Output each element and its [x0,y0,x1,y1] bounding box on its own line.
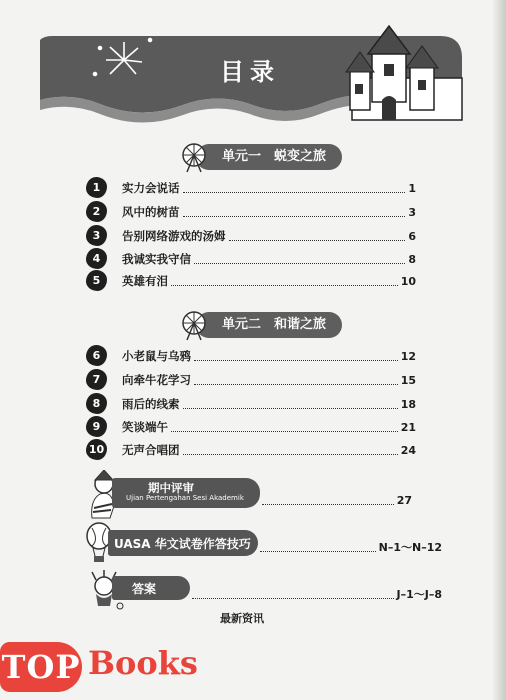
ferris-wheel-icon [178,309,210,341]
toc-row-5[interactable] [88,271,416,291]
midterm-page: 27 [396,493,412,507]
uasa-row [260,537,442,557]
logo-top: TOP [0,642,82,692]
lesson-number: 2 [86,201,107,222]
lesson-number: 9 [86,416,107,437]
toc-row-7[interactable] [88,370,416,390]
lesson-page: 3 [408,205,416,219]
topbooks-logo [0,630,200,700]
toc-row-8[interactable] [88,394,416,414]
unit-label-2: 单元二 和谐之旅 [196,312,342,338]
lesson-title: 笑谈端午 [122,420,168,434]
lesson-number: 3 [86,225,107,246]
toc-row-10[interactable] [88,440,416,460]
uasa-page: N–1～N–12 [378,541,442,554]
dot-leader [194,263,405,264]
ferris-wheel-icon [178,141,210,173]
lesson-number: 7 [86,369,107,390]
midterm-subtitle: Ujian Pertengahan Sesi Akademik [126,494,244,502]
toc-row-9[interactable] [88,417,416,437]
answers-row [192,584,442,604]
dot-leader [183,216,406,217]
toc-row-3[interactable] [88,226,416,246]
dot-leader [229,240,406,241]
unit-label-1: 单元一 蜕变之旅 [196,144,342,170]
toc-row-2[interactable] [88,202,416,222]
lesson-page: 10 [400,274,416,288]
lesson-page: 21 [400,420,416,434]
dot-leader [183,192,406,193]
page-title: 目录 [220,58,280,86]
lesson-title: 向牵牛花学习 [122,373,191,387]
midterm-row [262,490,412,510]
lesson-title: 我诚实我守信 [122,252,191,266]
lesson-number: 5 [86,270,107,291]
lesson-page: 15 [400,373,416,387]
uasa-pill[interactable] [108,530,258,556]
dot-leader [194,384,398,385]
toc-row-1[interactable] [88,178,416,198]
dot-leader [194,360,398,361]
unit-badge-2 [178,310,342,340]
lesson-number: 6 [86,345,107,366]
dot-leader [171,285,398,286]
logo-books: Books [88,644,198,682]
lesson-title: 雨后的线索 [122,397,180,411]
dot-leader [192,598,394,599]
lesson-page: 24 [400,443,416,457]
uasa-title: UASA 华文试卷作答技巧 [114,537,251,551]
lesson-title: 风中的树苗 [122,205,180,219]
lesson-title: 小老鼠与乌鸦 [122,349,191,363]
lesson-page: 6 [408,229,416,243]
lesson-page: 8 [408,252,416,266]
dot-leader [183,454,398,455]
answers-pill[interactable] [112,576,190,600]
dot-leader [171,431,398,432]
footer-text: 最新资讯 [220,612,264,625]
lesson-title: 无声合唱团 [122,443,180,457]
lesson-number: 4 [86,248,107,269]
lesson-title: 英雄有泪 [122,274,168,288]
lesson-title: 告别网络游戏的汤姆 [122,229,226,243]
dot-leader [183,408,398,409]
toc-row-6[interactable] [88,346,416,366]
midterm-pill[interactable] [112,478,260,508]
lesson-number: 1 [86,177,107,198]
lesson-number: 10 [86,439,107,460]
lesson-title: 实力会说话 [122,181,180,195]
dot-leader [262,504,394,505]
dot-leader [260,551,376,552]
answers-title: 答案 [132,582,157,596]
lesson-page: 12 [400,349,416,363]
lesson-page: 18 [400,397,416,411]
unit-badge-1 [178,142,342,172]
answers-page: J–1～J–8 [396,588,442,601]
lesson-page: 1 [408,181,416,195]
midterm-title: 期中评审 [148,481,194,495]
lesson-number: 8 [86,393,107,414]
toc-row-4[interactable] [88,249,416,269]
